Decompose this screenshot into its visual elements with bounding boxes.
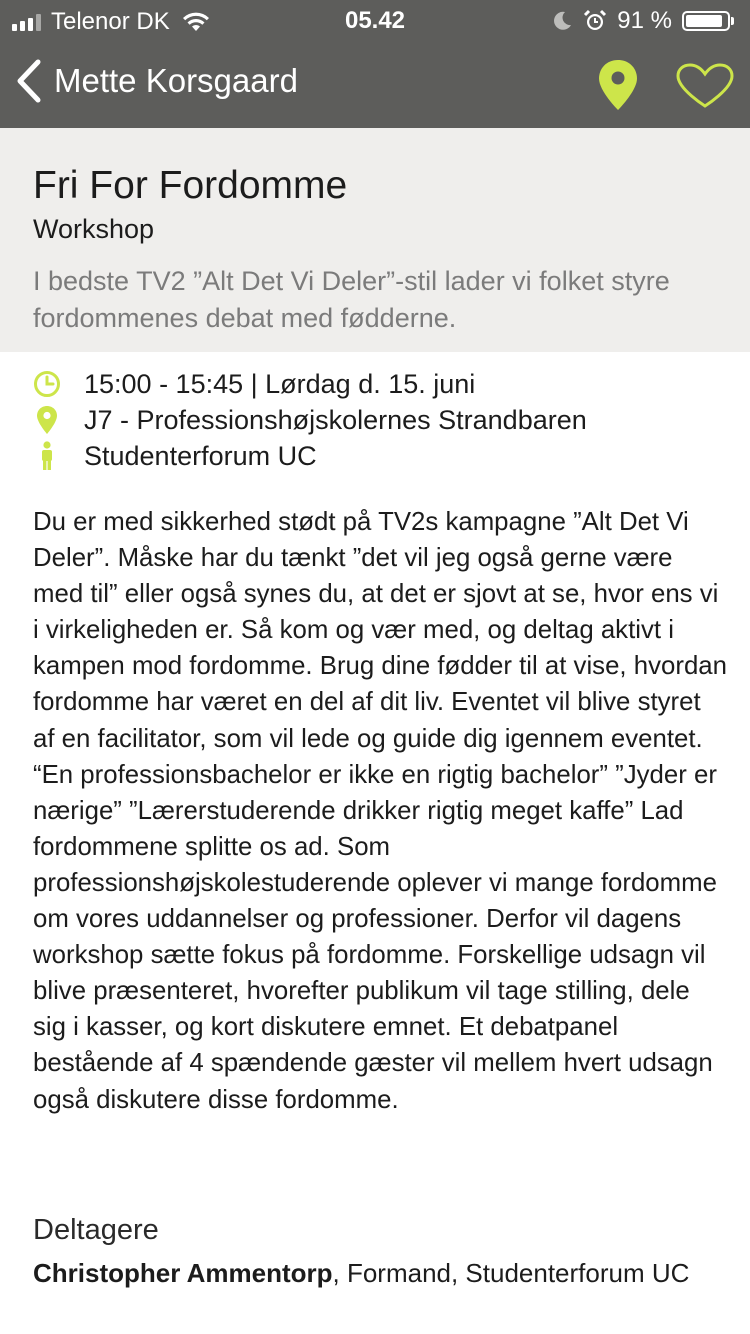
participant-role: , Formand, Studenterforum UC bbox=[332, 1258, 690, 1288]
event-location: J7 - Professionshøjskolernes Strandbaren bbox=[84, 404, 587, 435]
person-icon bbox=[33, 441, 61, 471]
moon-icon bbox=[551, 10, 573, 32]
event-title: Fri For Fordomme bbox=[33, 164, 348, 207]
nav-bar bbox=[0, 40, 750, 128]
event-teaser: I bedste TV2 ”Alt Det Vi Deler”-stil lader vi folket styre fordommenes debat med fødderne. bbox=[33, 266, 670, 333]
status-bar-right bbox=[551, 7, 734, 35]
status-bar bbox=[0, 0, 750, 40]
event-time-row bbox=[33, 366, 733, 402]
clock-icon bbox=[33, 369, 61, 399]
location-icon bbox=[33, 405, 61, 435]
event-time: 15:00 - 15:45 | Lørdag d. 15. juni bbox=[84, 368, 476, 399]
back-label: Mette Korsgaard bbox=[54, 62, 298, 99]
back-button[interactable] bbox=[14, 58, 298, 104]
event-type: Workshop bbox=[33, 214, 155, 244]
event-organizer-row bbox=[33, 438, 733, 474]
event-info bbox=[33, 366, 733, 474]
participants-heading: Deltagere bbox=[33, 1214, 159, 1246]
participant-name: Christopher Ammentorp bbox=[33, 1258, 333, 1288]
location-pin-icon[interactable] bbox=[596, 58, 640, 112]
battery-percent: 91 % bbox=[617, 7, 672, 34]
back-chevron-icon bbox=[14, 58, 44, 104]
battery-icon bbox=[682, 11, 734, 31]
event-location-row[interactable] bbox=[33, 402, 733, 438]
status-time: 05.42 bbox=[344, 7, 406, 34]
event-header bbox=[0, 128, 750, 352]
top-bar bbox=[0, 0, 750, 128]
event-organizer: Studenterforum UC bbox=[84, 440, 317, 471]
participant-item bbox=[33, 1255, 727, 1291]
heart-icon[interactable] bbox=[674, 62, 736, 110]
alarm-icon bbox=[583, 9, 607, 33]
carrier-name: Telenor DK bbox=[51, 8, 170, 35]
event-description: Du er med sikkerhed stødt på TV2s kampagne ”Alt Det Vi Deler”. Måske har du tænkt ”det vil jeg også gerne være med til” eller også synes du, at det er sjovt at se, hvor ens vi i virkeligheden er. Så kom og vær med, og deltag aktivt i kampen mod fordomme. Brug dine fødder til at vise, hvordan fordomme har været en del af dit liv. Eventet vil blive styret af en facilitator, som vil lede og guide dig igennem eventet. “En professionsbachelor er ikke en rigtig bachelor” ”Jyder er nærige” ”Lærerstuderende drikker rigtig meget kaffe” Lad fordommene splitte os ad. Som professionshøjskolestuderende oplever vi mange fordomme om vores uddannelser og professioner. Derfor vil dagens workshop sætte fokus på fordomme. Forskellige udsagn vil blive præsenteret, hvorefter publikum vil tage stilling, dele sig i kasser, og kort diskutere emnet. Et debatpanel bestående af 4 spændende gæster vil mellem hvert udsagn også diskutere disse fordomme. bbox=[33, 508, 727, 1114]
